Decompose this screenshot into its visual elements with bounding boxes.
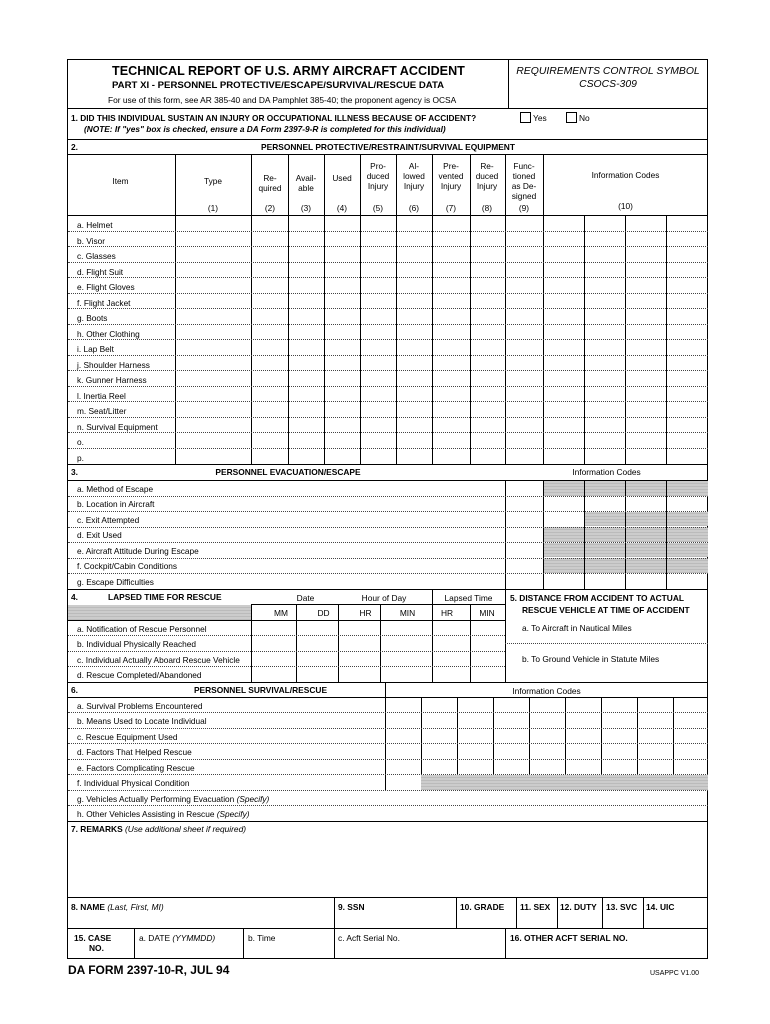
col-num: (2) <box>264 203 276 213</box>
list-item: e. Flight Gloves <box>77 282 135 292</box>
ssn-field-label: 9. SSN <box>338 902 365 912</box>
s4-min-lapsed: MIN <box>479 608 495 618</box>
col-num: (3) <box>300 203 312 213</box>
s3-title: PERSONNEL EVACUATION/ESCAPE <box>215 467 361 477</box>
list-item: d. Exit Used <box>77 530 122 540</box>
list-item: d. Factors That Helped Rescue <box>77 747 192 757</box>
col-num: (8) <box>481 203 493 213</box>
list-item: c. Glasses <box>77 251 116 261</box>
s2-col-required: Re- quired <box>258 173 282 193</box>
grade-field-label: 10. GRADE <box>460 902 505 912</box>
col-num: (6) <box>408 203 420 213</box>
s4-hr-lapsed: HR <box>440 608 454 618</box>
list-item: f. Flight Jacket <box>77 298 131 308</box>
s4-number: 4. <box>71 592 78 602</box>
s2-col-functioned: Func- tioned as De- signed <box>511 161 537 201</box>
list-item: i. Lap Belt <box>77 344 114 354</box>
s5-title-1: 5. DISTANCE FROM ACCIDENT TO ACTUAL <box>510 593 685 603</box>
list-item: l. Inertia Reel <box>77 391 126 401</box>
q1-question: 1. DID THIS INDIVIDUAL SUSTAIN AN INJURY OR OCCUPATIONAL ILLNESS BECAUSE OF ACCIDENT? <box>71 113 477 123</box>
form-number: DA FORM 2397-10-R, JUL 94 <box>68 963 230 977</box>
list-item: a. Method of Escape <box>77 484 154 494</box>
list-item: a. Survival Problems Encountered <box>77 701 203 711</box>
list-item: b. Visor <box>77 236 105 246</box>
case-no-label: 15. CASE NO. <box>74 933 112 953</box>
list-item: d. Rescue Completed/Abandoned <box>77 670 202 680</box>
time-field-label: b. Time <box>248 933 276 943</box>
s4-mm: MM <box>274 608 288 618</box>
usage-note: For use of this form, see AR 385-40 and DA Pamphlet 385-40; the proponent agency is OCSA <box>108 95 457 105</box>
q1-note: (NOTE: If "yes" box is checked, ensure a DA Form 2397-9-R is completed for this individual) <box>84 124 446 134</box>
form-title: TECHNICAL REPORT OF U.S. ARMY AIRCRAFT ACCIDENT <box>112 64 465 78</box>
s3-number: 3. <box>71 467 78 477</box>
list-item: a. Notification of Rescue Personnel <box>77 624 207 634</box>
duty-field-label: 12. DUTY <box>560 902 597 912</box>
s6-number: 6. <box>71 685 78 695</box>
col-num: (10) <box>618 201 633 211</box>
list-item: f. Cockpit/Cabin Conditions <box>77 561 178 571</box>
s2-col-used: Used <box>332 173 352 183</box>
s2-number: 2. <box>71 142 78 152</box>
list-item: n. Survival Equipment <box>77 422 158 432</box>
col-num: (5) <box>372 203 384 213</box>
svc-field-label: 13. SVC <box>606 902 638 912</box>
list-item: k. Gunner Harness <box>77 375 147 385</box>
s2-col-produced: Pro- duced Injury <box>366 161 390 191</box>
list-item: b. Individual Physically Reached <box>77 639 196 649</box>
s3-info-codes: Information Codes <box>572 467 641 477</box>
list-item: d. Flight Suit <box>77 267 124 277</box>
list-item: g. Boots <box>77 313 108 323</box>
date-field-label: a. DATE (YYMMDD) <box>139 933 216 943</box>
list-item-other-vehicles: h. Other Vehicles Assisting in Rescue (Specify) <box>77 809 250 819</box>
q1-no-checkbox[interactable] <box>566 112 577 123</box>
s4-hr: HR <box>359 608 372 618</box>
col-num: (4) <box>336 203 348 213</box>
s6-title: PERSONNEL SURVIVAL/RESCUE <box>193 685 328 695</box>
list-item: g. Escape Difficulties <box>77 577 154 587</box>
list-item: c. Individual Actually Aboard Rescue Vehicle <box>77 655 240 665</box>
form-subtitle: PART XI - PERSONNEL PROTECTIVE/ESCAPE/SURVIVAL/RESCUE DATA <box>112 80 445 91</box>
col-num: (1) <box>207 203 219 213</box>
list-item: j. Shoulder Harness <box>77 360 150 370</box>
other-acft-serial-label: 16. OTHER ACFT SERIAL NO. <box>510 933 628 943</box>
s6-info-codes: Information Codes <box>512 686 581 696</box>
s7-remarks: 7. REMARKS (Use additional sheet if required) <box>71 824 247 834</box>
s4-date: Date <box>296 593 315 603</box>
list-item: m. Seat/Litter <box>77 406 127 416</box>
list-item: c. Exit Attempted <box>77 515 140 525</box>
s2-title: PERSONNEL PROTECTIVE/RESTRAINT/SURVIVAL EQUIPMENT <box>261 142 515 152</box>
version-label: USAPPC V1.00 <box>650 970 700 977</box>
s2-col-allowed: Al- lowed Injury <box>403 161 425 191</box>
list-item: a. Helmet <box>77 220 113 230</box>
sex-field-label: 11. SEX <box>520 902 551 912</box>
q1-yes-checkbox[interactable] <box>520 112 531 123</box>
s5-nautical-miles: a. To Aircraft in Nautical Miles <box>522 623 632 633</box>
list-item: h. Other Clothing <box>77 329 140 339</box>
acft-serial-label: c. Acft Serial No. <box>338 933 400 943</box>
s2-col-prevented: Pre- vented Injury <box>438 161 464 191</box>
csocs-number: CSOCS-309 <box>579 79 637 90</box>
list-item: p. <box>77 453 84 463</box>
s2-col-info-codes: Information Codes <box>591 170 660 180</box>
list-item: b. Location in Aircraft <box>77 499 155 509</box>
s5-statute-miles: b. To Ground Vehicle in Statute Miles <box>522 654 660 664</box>
list-item: c. Rescue Equipment Used <box>77 732 178 742</box>
req-control-symbol: REQUIREMENTS CONTROL SYMBOL <box>516 66 700 77</box>
list-item-vehicles-evac: g. Vehicles Actually Performing Evacuation (Specify) <box>77 794 270 804</box>
uic-field-label: 14. UIC <box>646 902 675 912</box>
s2-col-type: Type <box>204 176 222 186</box>
s4-hour-of-day: Hour of Day <box>361 593 407 603</box>
s2-col-available: Avail- able <box>295 173 317 193</box>
list-item: e. Factors Complicating Rescue <box>77 763 195 773</box>
s5-title-2: RESCUE VEHICLE AT TIME OF ACCIDENT <box>522 605 690 615</box>
col-num: (9) <box>518 203 530 213</box>
list-item: f. Individual Physical Condition <box>77 778 190 788</box>
s2-col-reduced: Re- duced Injury <box>475 161 499 191</box>
list-item: b. Means Used to Locate Individual <box>77 716 207 726</box>
s4-min: MIN <box>399 608 416 618</box>
remarks-field[interactable] <box>70 837 706 895</box>
q1-yes-label: Yes <box>533 113 547 123</box>
q1-no-label: No <box>579 113 590 123</box>
s4-title: LAPSED TIME FOR RESCUE <box>108 592 222 602</box>
s4-lapsed-time: Lapsed Time <box>444 593 493 603</box>
col-num: (7) <box>445 203 457 213</box>
list-item: o. <box>77 437 84 447</box>
name-field-label: 8. NAME (Last, First, MI) <box>71 902 164 912</box>
s2-col-item: Item <box>112 176 129 186</box>
list-item: e. Aircraft Attitude During Escape <box>77 546 199 556</box>
s4-dd: DD <box>317 608 330 618</box>
